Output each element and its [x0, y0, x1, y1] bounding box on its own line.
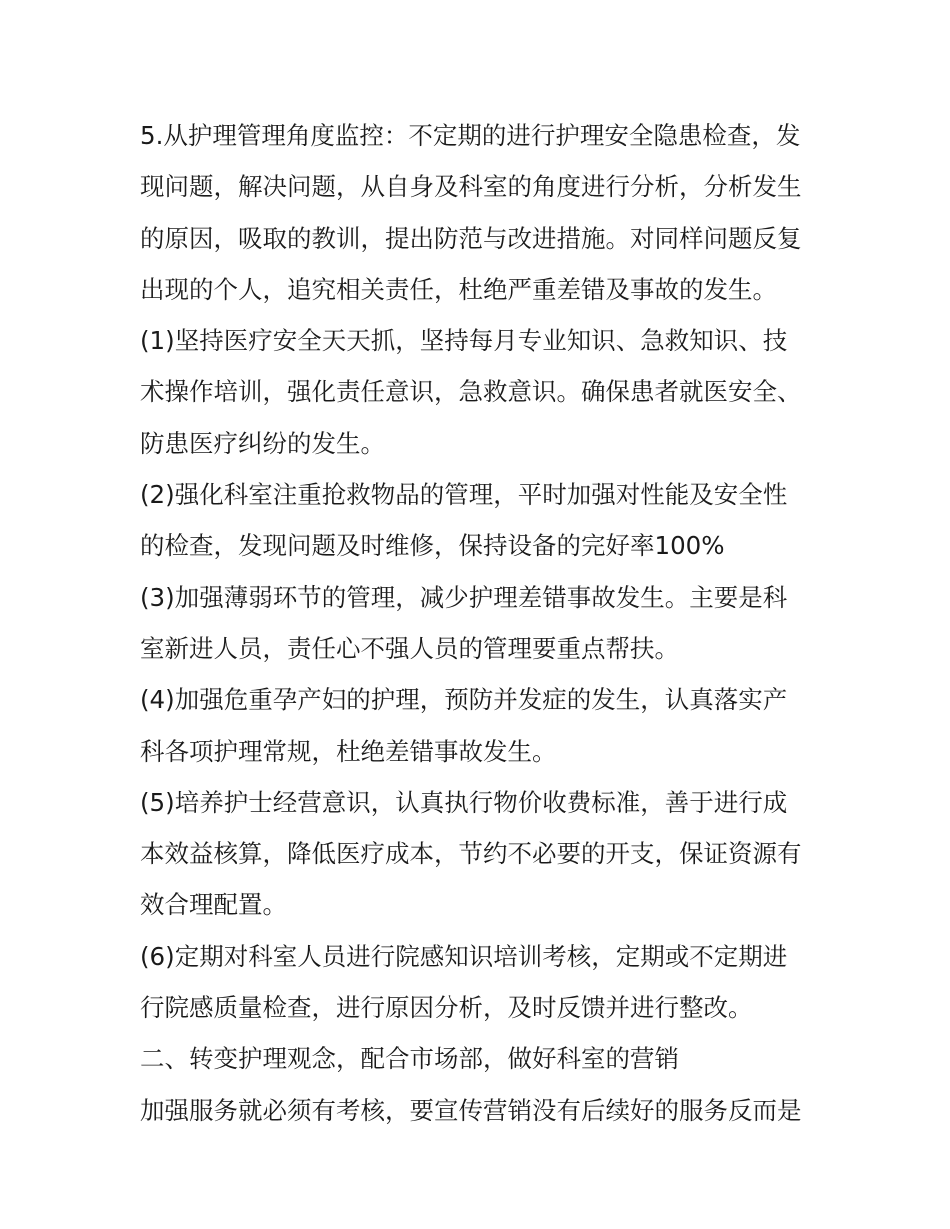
section-heading: 二、转变护理观念，配合市场部，做好科室的营销 [140, 1044, 679, 1074]
text-line: 术操作培训，强化责任意识，急救意识。确保患者就医安全、 [140, 377, 802, 407]
text-line: (3)加强薄弱环节的管理，减少护理差错事故发生。主要是科 [140, 582, 788, 612]
text-line: (4)加强危重孕产妇的护理，预防并发症的发生，认真落实产 [140, 685, 788, 715]
text-line: 室新进人员，责任心不强人员的管理要重点帮扶。 [140, 633, 679, 663]
text-line: 5.从护理管理角度监控：不定期的进行护理安全隐患检查，发 [140, 121, 801, 150]
text-line: (2)强化科室注重抢救物品的管理，平时加强对性能及安全性 [140, 480, 788, 510]
text-line: 的检查，发现问题及时维修，保持设备的完好率100% [140, 531, 725, 561]
text-line: 的原因，吸取的教训，提出防范与改进措施。对同样问题反复 [140, 223, 802, 253]
text-line: (1)坚持医疗安全天天抓，坚持每月专业知识、急救知识、技 [140, 326, 788, 356]
text-line: (6)定期对科室人员进行院感知识培训考核，定期或不定期进 [140, 941, 788, 971]
text-line: 效合理配置。 [140, 890, 287, 920]
text-line: 科各项护理常规，杜绝差错事故发生。 [140, 736, 557, 766]
text-line: 现问题，解决问题，从自身及科室的角度进行分析，分析发生 [140, 172, 802, 202]
text-line: 本效益核算，降低医疗成本，节约不必要的开支，保证资源有 [140, 839, 802, 869]
text-line: 出现的个人，追究相关责任，杜绝严重差错及事故的发生。 [140, 274, 777, 304]
text-line: (5)培养护士经营意识，认真执行物价收费标准，善于进行成 [140, 787, 788, 817]
document-body [140, 110, 820, 1136]
text-line: 行院感质量检查，进行原因分析，及时反馈并进行整改。 [140, 993, 753, 1023]
text-line: 防患医疗纠纷的发生。 [140, 428, 385, 458]
text-line: 加强服务就必须有考核，要宣传营销没有后续好的服务反而是 [140, 1095, 802, 1125]
